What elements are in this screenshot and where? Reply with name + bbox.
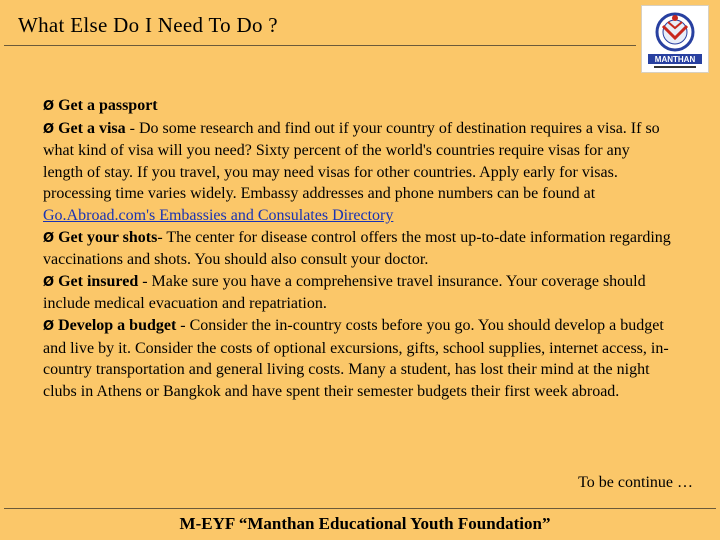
item-heading: Get a visa — [58, 119, 126, 137]
list-item — [43, 95, 673, 118]
item-text: - The center for disease control offers the most up-to-date information regarding vaccinations and shots. You should also consult your doctor. — [43, 228, 671, 269]
footer-divider — [4, 508, 716, 509]
title-divider — [4, 45, 636, 46]
item-heading: Get your shots — [58, 228, 158, 246]
arrow-bullet-icon: Ø — [43, 121, 55, 137]
list-item — [43, 227, 673, 271]
item-text: - Make sure you have a comprehensive travel insurance. Your coverage should include medical evacuation and repatriation. — [43, 272, 646, 313]
arrow-bullet-icon: Ø — [43, 99, 55, 114]
manthan-logo — [641, 5, 709, 73]
list-item — [43, 118, 673, 227]
continue-note: To be continue … — [578, 474, 693, 491]
logo-text: MANTHAN — [654, 55, 696, 64]
list-item — [43, 271, 673, 315]
slide-title: What Else Do I Need To Do ? — [18, 13, 278, 37]
embassies-directory-link[interactable]: Go.Abroad.com's Embassies and Consulates Directory — [43, 206, 394, 224]
arrow-bullet-icon: Ø — [43, 274, 55, 290]
list-item — [43, 315, 673, 402]
item-text: - Do some research and find out if your country of destination requires a visa. If so what kind of visa will you need? Sixty percent of the world's countries require visas for any length of stay. If you travel, you may need visas for other countries. Apply early for visas. processing time varies widely. Embassy addresses and phone numbers can be found at — [43, 119, 660, 203]
arrow-bullet-icon: Ø — [43, 230, 55, 246]
item-text: - Consider the in-country costs before you go. You should develop a budget and live by it. Consider the costs of optional excursions, gifts, school supplies, internet access, in-country transportation and general living costs. Many a student, has lost their mind at the night clubs in Athens or Bangkok and have spent their semester budgets their first week abroad. — [43, 316, 669, 400]
item-heading: Develop a budget — [58, 316, 177, 334]
item-heading: Get insured — [58, 272, 139, 290]
item-heading: Get a passport — [58, 97, 158, 114]
arrow-bullet-icon: Ø — [43, 318, 55, 334]
footer-text: M-EYF “Manthan Educational Youth Foundation” — [179, 514, 551, 533]
slide-body — [43, 95, 673, 402]
manthan-logo-graphic — [642, 6, 708, 72]
